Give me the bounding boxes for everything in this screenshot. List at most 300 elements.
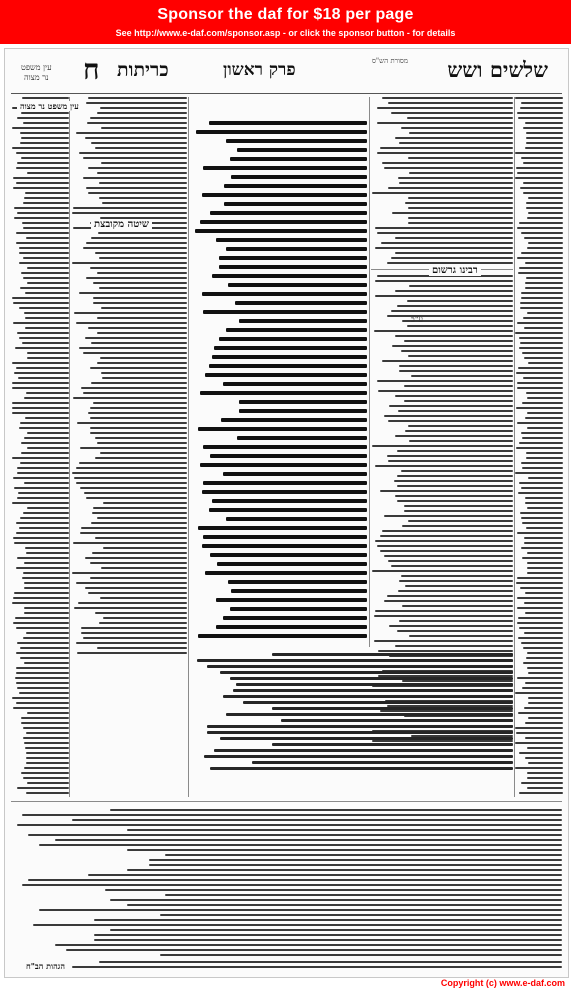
text-line [239,400,367,404]
text-line [525,682,563,684]
text-line [518,272,563,274]
text-line [12,127,69,129]
text-line [83,637,187,639]
text-line [395,435,513,437]
text-line [33,924,562,926]
text-line [12,407,69,409]
text-line [12,362,69,364]
text-line [19,427,69,429]
text-line [97,647,187,649]
text-line [525,722,563,724]
text-line [404,505,513,507]
text-line [102,377,187,379]
text-line [281,719,513,722]
text-line [397,305,513,307]
text-line [22,577,69,579]
text-line [20,422,69,424]
text-line [13,597,69,599]
text-line [23,202,69,204]
text-line [372,445,513,447]
text-line [231,175,367,179]
text-line [110,809,562,811]
text-line [374,640,513,642]
text-line [20,517,69,519]
text-line [520,107,563,109]
text-line [395,252,513,254]
text-line [518,117,563,119]
text-line [91,237,187,239]
text-line [196,130,367,134]
text-line [209,364,367,368]
text-line [382,162,513,164]
text-line [404,400,513,402]
text-line [226,713,513,716]
text-line [103,617,187,619]
text-line [517,597,563,599]
copyright-link[interactable]: Copyright (c) www.e-daf.com [440,978,565,988]
text-line [523,192,563,194]
text-line [81,527,187,529]
text-line [394,480,513,482]
text-line [519,267,563,269]
text-line [226,328,367,332]
text-line [165,894,562,896]
text-line [216,625,367,629]
text-line [83,247,187,249]
text-line [73,207,187,209]
text-line [12,147,69,149]
text-line [26,632,70,634]
text-line [525,592,563,594]
text-line [372,570,513,572]
text-line [198,427,367,431]
text-line [207,725,513,728]
text-line [224,184,367,188]
text-line [72,472,187,474]
text-line [24,662,69,664]
text-line [209,508,367,512]
text-line [521,252,563,254]
text-line [103,502,187,504]
text-line [409,285,513,287]
text-line [21,137,69,139]
text-line [80,447,187,449]
text-line [377,232,513,234]
text-line [380,535,513,537]
text-line [24,197,69,199]
text-line [14,207,69,209]
text-line [24,612,69,614]
text-line [380,147,513,149]
text-line [21,452,69,454]
text-line [198,526,367,530]
text-line [55,839,562,841]
text-line [99,257,187,259]
text-line [90,432,187,434]
text-line [12,697,69,699]
text-line [408,520,513,522]
text-line [399,142,513,144]
text-line [72,212,187,214]
text-line [519,627,563,629]
text-line [526,392,563,394]
text-line [236,683,513,686]
text-line [399,580,513,582]
margin-reference: עין משפט נר מצוה [21,63,52,82]
text-line [97,172,187,174]
text-line [528,477,563,479]
text-line [103,547,187,549]
text-line [527,412,563,414]
text-line [520,512,563,514]
text-line [27,712,69,714]
text-line [397,500,513,502]
text-line [24,587,69,589]
text-line [527,652,563,654]
text-line [228,283,367,287]
text-line [521,297,563,299]
text-line [76,467,187,469]
text-line [94,934,562,936]
gemara-column [191,121,367,641]
text-line [27,282,69,284]
text-line [517,382,563,384]
text-line [101,127,187,129]
text-line [17,117,69,119]
text-line [17,557,69,559]
text-line [375,295,513,297]
text-line [226,517,367,521]
text-line [525,282,563,284]
bottom-notes [11,961,562,975]
text-line [526,277,563,279]
text-line [76,582,187,584]
text-line [521,782,563,784]
text-line [388,420,513,422]
text-line [101,307,187,309]
text-line [522,437,563,439]
text-line [99,197,187,199]
text-line [223,695,513,698]
text-line [391,112,513,114]
text-line [19,262,69,264]
text-line [84,492,187,494]
text-line [24,582,69,584]
text-line [24,437,69,439]
text-line [395,237,513,239]
text-line [388,102,513,104]
text-line [95,147,187,149]
text-line [526,452,563,454]
text-line [100,357,187,359]
text-line [105,889,562,891]
text-line [200,220,367,224]
text-line [77,422,187,424]
text-line [520,342,563,344]
text-line [387,455,513,457]
text-line [401,127,513,129]
text-line [210,553,367,557]
text-line [19,692,69,694]
text-line [95,612,187,614]
text-line [13,322,69,324]
text-line [79,462,187,464]
text-line [19,337,69,339]
text-line [517,257,563,259]
text-line [95,537,187,539]
text-line [80,532,187,534]
text-line [26,392,70,394]
text-line [405,202,513,204]
text-line [13,187,69,189]
text-line [397,630,513,632]
text-line [525,497,563,499]
text-line [527,572,563,574]
text-line [409,132,513,134]
text-line [526,527,563,529]
text-line [91,342,187,344]
text-line [160,954,562,956]
text-line [525,287,563,289]
text-line [408,197,513,199]
text-line [23,227,69,229]
text-line [17,642,69,644]
text-line [93,507,187,509]
text-line [16,652,69,654]
text-line [522,352,563,354]
text-line [375,280,513,282]
text-line [272,707,514,710]
talmud-page [4,48,569,978]
text-line [16,567,69,569]
text-line [407,325,514,327]
text-line [13,302,69,304]
text-line [16,627,69,629]
section-divider [11,801,562,802]
text-line [23,777,69,779]
text-line [26,752,69,754]
text-line [21,722,69,724]
text-line [91,142,187,144]
text-line [515,692,563,694]
text-line [66,949,562,951]
text-line [127,849,562,851]
text-line [395,495,513,497]
text-line [214,749,513,752]
text-line [93,282,187,284]
text-line [16,667,69,669]
text-line [12,502,69,504]
text-line [526,207,563,209]
text-line [19,307,69,309]
text-line [521,157,563,159]
text-line [24,397,69,399]
text-line [528,362,563,364]
sponsor-banner[interactable] [0,0,571,44]
text-line [521,432,563,434]
text-line [526,142,563,144]
text-line [19,527,69,529]
text-line [518,617,563,619]
text-line [524,537,563,539]
text-line [17,162,69,164]
text-line [19,252,69,254]
text-line [83,157,187,159]
hagahot-label: הגהות הב"ח [23,961,68,971]
text-line [526,457,563,459]
text-line [372,192,513,194]
text-line [17,212,69,214]
text-line [402,605,513,607]
text-line [92,512,187,514]
text-line [521,487,563,489]
text-line [78,602,187,604]
text-line [13,477,69,479]
text-line [212,499,367,503]
text-line [398,410,513,412]
text-line [408,217,513,219]
text-line [83,177,187,179]
text-line [17,472,69,474]
text-line [79,292,187,294]
text-line [207,731,513,734]
text-line [13,537,69,539]
text-line [13,622,69,624]
text-line [411,375,513,377]
text-line [408,425,513,427]
text-line [391,565,513,567]
text-line [24,767,69,769]
text-line [16,522,69,524]
text-line [519,347,563,349]
text-line [272,743,514,746]
text-line [525,262,563,264]
text-line [204,755,513,758]
text-line [20,142,69,144]
text-line [409,635,513,637]
text-line [519,222,563,224]
sponsor-banner-subtitle[interactable]: See http://www.e-daf.com/sponsor.asp - or click the sponsor button - for details [115,28,456,38]
text-line [382,530,513,532]
text-line [407,117,514,119]
text-line [12,387,69,389]
mishnah-block [191,653,513,771]
text-line [520,302,563,304]
text-line [517,532,563,534]
text-line [79,152,187,154]
text-line [407,300,514,302]
text-line [395,395,513,397]
text-line [12,402,69,404]
text-line [202,193,367,197]
tractate-name: כריתות [117,59,169,81]
text-line [528,717,563,719]
text-line [86,102,187,104]
column-divider [369,97,370,647]
text-line [55,944,562,946]
text-line [526,137,563,139]
text-line [392,345,513,347]
text-line [401,575,513,577]
text-line [517,322,563,324]
text-line [110,929,562,931]
text-line [395,137,513,139]
text-line [395,645,513,647]
text-line [384,515,513,517]
text-line [28,879,562,881]
text-line [25,417,69,419]
text-line [516,582,563,584]
text-line [528,762,563,764]
text-line [79,347,187,349]
text-line [522,402,563,404]
text-line [377,545,513,547]
text-line [100,452,187,454]
text-line [387,315,513,317]
text-line [102,202,187,204]
text-line [382,360,513,362]
text-line [21,157,69,159]
text-line [74,607,187,609]
text-line [26,237,69,239]
text-line [523,317,563,319]
text-line [97,317,187,319]
text-line [81,632,187,634]
text-line [522,467,563,469]
text-line [20,132,69,134]
text-line [377,107,513,109]
column-divider [69,97,70,797]
text-line [382,97,513,99]
text-line [378,650,513,652]
text-line [518,492,563,494]
text-line [88,592,187,594]
text-line [12,602,69,604]
text-line [101,567,187,569]
text-line [235,301,367,305]
text-line [73,542,187,544]
sponsor-banner-title[interactable]: Sponsor the daf for $18 per page [157,6,414,23]
text-line [12,457,69,459]
text-line [17,497,69,499]
text-line [23,512,69,514]
text-line [404,510,513,512]
text-line [72,966,562,968]
text-line [22,884,562,886]
text-line [98,232,187,234]
text-line [99,961,562,963]
text-line [399,365,513,367]
text-line [203,310,367,314]
text-line [20,287,69,289]
text-line [517,227,563,229]
text-line [405,585,513,587]
text-line [25,292,69,294]
text-line [524,237,563,239]
text-line [391,310,513,312]
text-line [223,382,367,386]
text-line [230,677,513,680]
text-line [90,267,187,269]
text-line [88,167,187,169]
text-line [527,747,563,749]
text-line [523,647,563,649]
text-line [525,417,563,419]
text-line [216,238,367,242]
text-line [25,192,69,194]
text-line [374,330,513,332]
text-line [375,227,513,229]
